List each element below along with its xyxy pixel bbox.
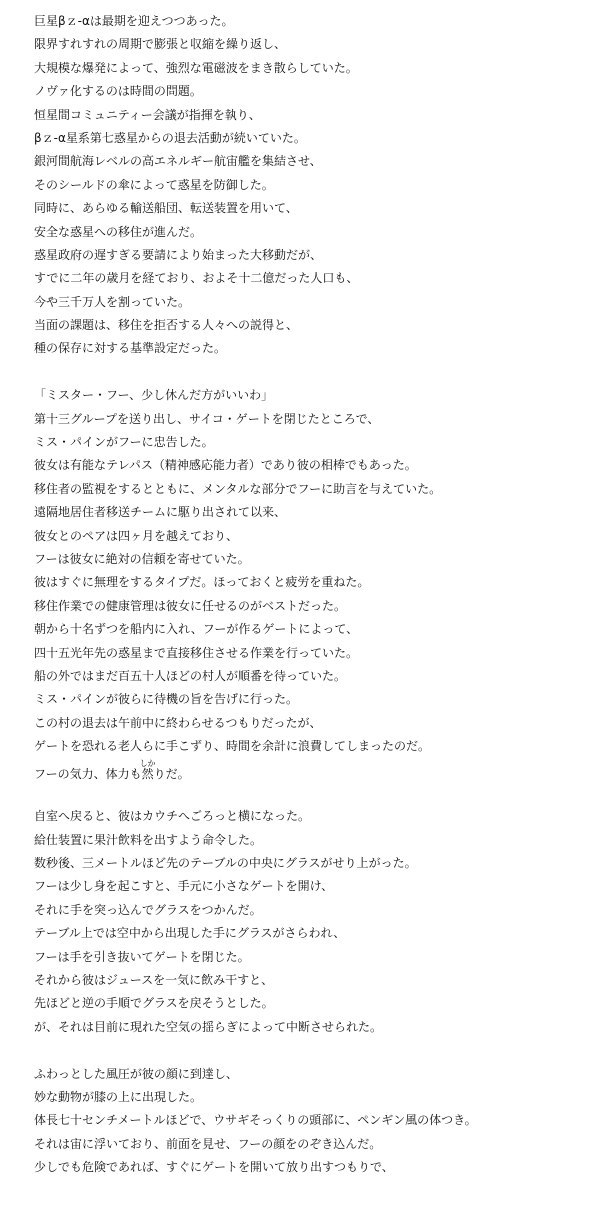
text-line: 妙な動物が膝の上に出現した。 [34, 1089, 203, 1104]
text-line: それに手を突っ込んでグラスをつかんだ。 [34, 902, 262, 917]
ruby-base: 然 [139, 766, 156, 781]
text-line: すでに二年の歳月を経ており、およそ十二億だった人口も、 [34, 271, 359, 286]
text-line: 少しでも危険であれば、すぐにゲートを開いて放り出すつもりで、 [34, 1160, 394, 1175]
text-line: 給仕装置に果汁飲料を出すよう命令した。 [34, 832, 263, 847]
text-line: 船の外ではまだ百五十人ほどの村人が順番を待っていた。 [34, 668, 347, 683]
text-line: 四十五光年先の惑星まで直接移住させる作業を行っていた。 [34, 645, 359, 660]
paragraph-4 [34, 1063, 594, 1180]
text-line: フーは彼女に絶対の信頼を寄せていた。 [34, 551, 250, 566]
text-line: 銀河間航海レベルの高エネルギー航宙艦を集結させ、 [34, 154, 322, 169]
ruby-word [139, 758, 156, 781]
text-line: 巨星βｚ-αは最期を迎えつつあった。 [34, 14, 234, 28]
text-line: ノヴァ化するのは時間の問題。 [34, 84, 202, 99]
text-line: 同時に、あらゆる輸送船団、転送装置を用いて、 [34, 201, 298, 216]
text-line: 彼はすぐに無理をするタイプだ。ほっておくと疲労を重ねた。 [34, 575, 370, 590]
text-line: 移住者の監視をするとともに、メンタルな部分でフーに助言を与えていた。 [34, 481, 442, 496]
paragraph-break [34, 361, 594, 384]
text-line: 遠隔地居住者移送チームに駆り出されて以来、 [34, 505, 287, 520]
text-line: ミス・パインがフーに忠告した。 [34, 435, 214, 450]
text-line: 自室へ戻ると、彼はカウチへごろっと横になった。 [34, 809, 311, 824]
text-line: 恒星間コミュニティー会議が指揮を執り、 [34, 107, 261, 122]
text-line: が、それは目前に現れた空気の揺らぎによって中断させられた。 [34, 1019, 383, 1034]
text-line: 安全な惑星への移住が進んだ。 [34, 224, 203, 239]
ruby-line-after: りだ。 [153, 766, 190, 781]
text-line: 移住作業での健康管理は彼女に任せるのがベストだった。 [34, 598, 347, 613]
text-line: 種の保存に対する基準設定だった。 [34, 341, 227, 356]
paragraph-3 [34, 805, 594, 1039]
text-line: ミス・パインが彼らに待機の旨を告げに行った。 [34, 692, 299, 707]
ruby-reading: しか [139, 758, 156, 768]
text-line: フーは手を引き抜いてゲートを閉じた。 [34, 949, 250, 964]
text-line: ふわっとした風圧が彼の顔に到達し、 [34, 1066, 238, 1081]
ruby-line-before: フーの気力、体力も [34, 766, 142, 781]
text-line: 当面の課題は、移住を拒否する人々への説得と、 [34, 318, 299, 333]
paragraph-1 [34, 10, 594, 361]
text-line: 彼女は有能なテレパス（精神感応能力者）であり彼の相棒でもあった。 [34, 458, 417, 473]
text-line: テーブル上では空中から出現した手にグラスがさらわれ、 [34, 926, 346, 941]
text-line: βｚ-α星系第七惑星からの退去活動が続いていた。 [34, 130, 306, 145]
text-line: それは宙に浮いており、前面を見せ、フーの顔をのぞき込んだ。 [34, 1136, 382, 1151]
text-line: そのシールドの傘によって惑星を防御した。 [34, 177, 274, 192]
text-line: 彼女とのペアは四ヶ月を越えており、 [34, 528, 239, 543]
text-line: それから彼はジュースを一気に飲み干すと、 [34, 973, 274, 988]
text-line: 第十三グループを送り出し、サイコ・ゲートを閉じたところで、 [34, 411, 380, 426]
text-line: フーは少し身を起こすと、手元に小さなゲートを開け、 [34, 879, 334, 894]
text-line: 「ミスター・フー、少し休んだ方がいいわ」 [34, 388, 274, 403]
paragraph-break [34, 1039, 594, 1062]
text-line: この村の退去は午前中に終わらせるつもりだったが、 [34, 715, 322, 730]
text-line: 限界すれすれの周期で膨張と収縮を繰り返し、 [34, 37, 287, 52]
text-line: ゲートを恐れる老人らに手こずり、時間を余計に浪費してしまったのだ。 [34, 739, 431, 754]
text-line-with-ruby [34, 759, 594, 782]
story-text [34, 10, 594, 1180]
text-line: 今や三千万人を割っていた。 [34, 294, 191, 309]
text-line: 大規模な爆発によって、強烈な電磁波をまき散らしていた。 [34, 60, 358, 75]
text-line: 惑星政府の遅すぎる要請により始まった大移動だが、 [34, 247, 323, 262]
text-line: 体長七十センチメートルほどで、ウサギそっくりの頭部に、ペンギン風の体つき。 [34, 1113, 477, 1128]
text-line: 先ほどと逆の手順でグラスを戻そうとした。 [34, 996, 274, 1011]
paragraph-2 [34, 384, 594, 782]
text-line: 数秒後、三メートルほど先のテーブルの中央にグラスがせり上がった。 [34, 856, 417, 871]
text-line: 朝から十名ずつを船内に入れ、フーが作るゲートによって、 [34, 622, 359, 637]
